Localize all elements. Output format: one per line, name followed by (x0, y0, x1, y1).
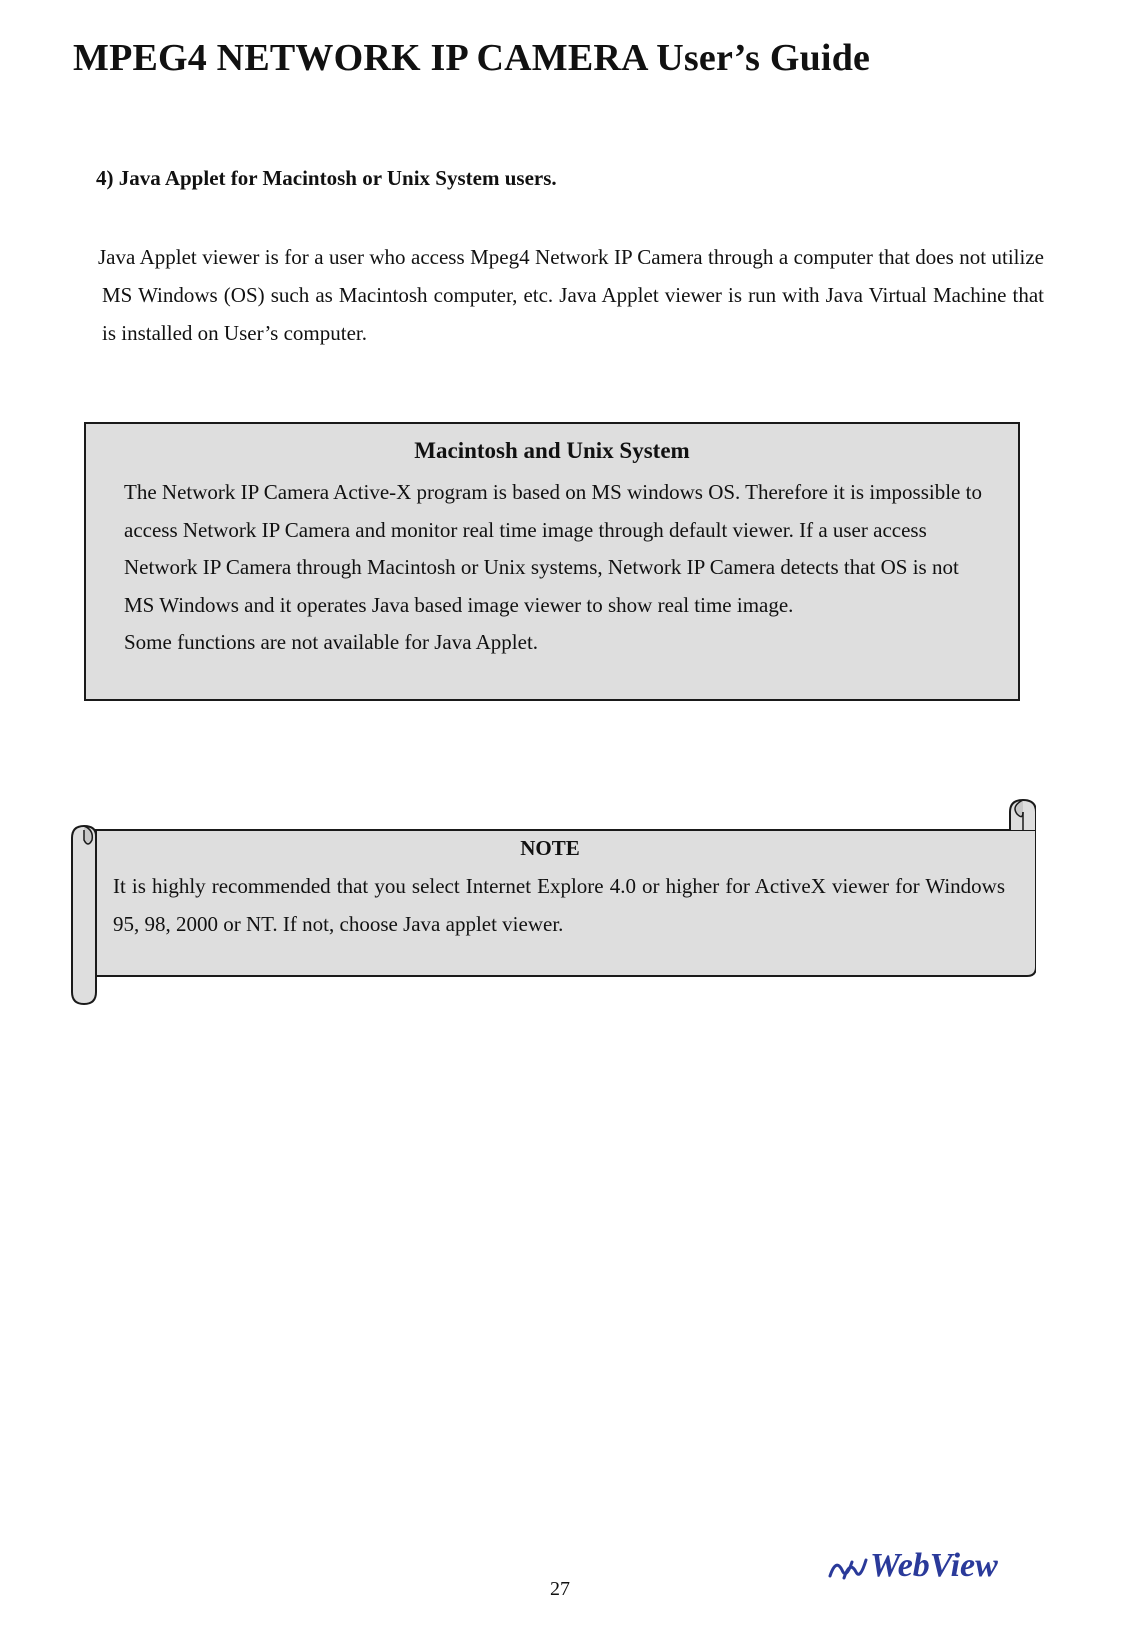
page-title: MPEG4 NETWORK IP CAMERA User’s Guide (73, 37, 871, 79)
note-body (113, 868, 1005, 943)
info-box-body (124, 474, 988, 662)
note-scroll (70, 796, 1036, 1006)
logo-text: WebView (870, 1547, 998, 1584)
note-title: NOTE (520, 836, 580, 860)
intro-paragraph (98, 238, 1044, 352)
logo-mark-icon (830, 1560, 866, 1578)
intro-text: Java Applet viewer is for a user who access Mpeg4 Network IP Camera through a computer that does not utilize MS Windows (OS) such as Macintosh computer, etc. Java Applet viewer is run with Java Virtual Machine that is installed on User’s computer. (98, 245, 1044, 345)
note-text: It is highly recommended that you select Internet Explore 4.0 or higher for ActiveX viewer for Windows 95, 98, 2000 or NT. If not, choose Java applet viewer. (113, 874, 1005, 936)
info-box-paragraph: The Network IP Camera Active-X program is based on MS windows OS. Therefore it is impossible to access Network IP Camera and monitor real time image through default viewer. If a user access Network IP Camera through Macintosh or Unix systems, Network IP Camera detects that OS is not MS Windows and it operates Java based image viewer to show real time image. (124, 480, 982, 617)
info-box-title: Macintosh and Unix System (414, 438, 690, 463)
page-number: 27 (550, 1578, 570, 1600)
info-box (84, 422, 1020, 701)
webview-logo (826, 1540, 1046, 1590)
section-heading: 4) Java Applet for Macintosh or Unix System users. (96, 166, 557, 190)
info-box-paragraph: Some functions are not available for Java Applet. (124, 630, 539, 654)
